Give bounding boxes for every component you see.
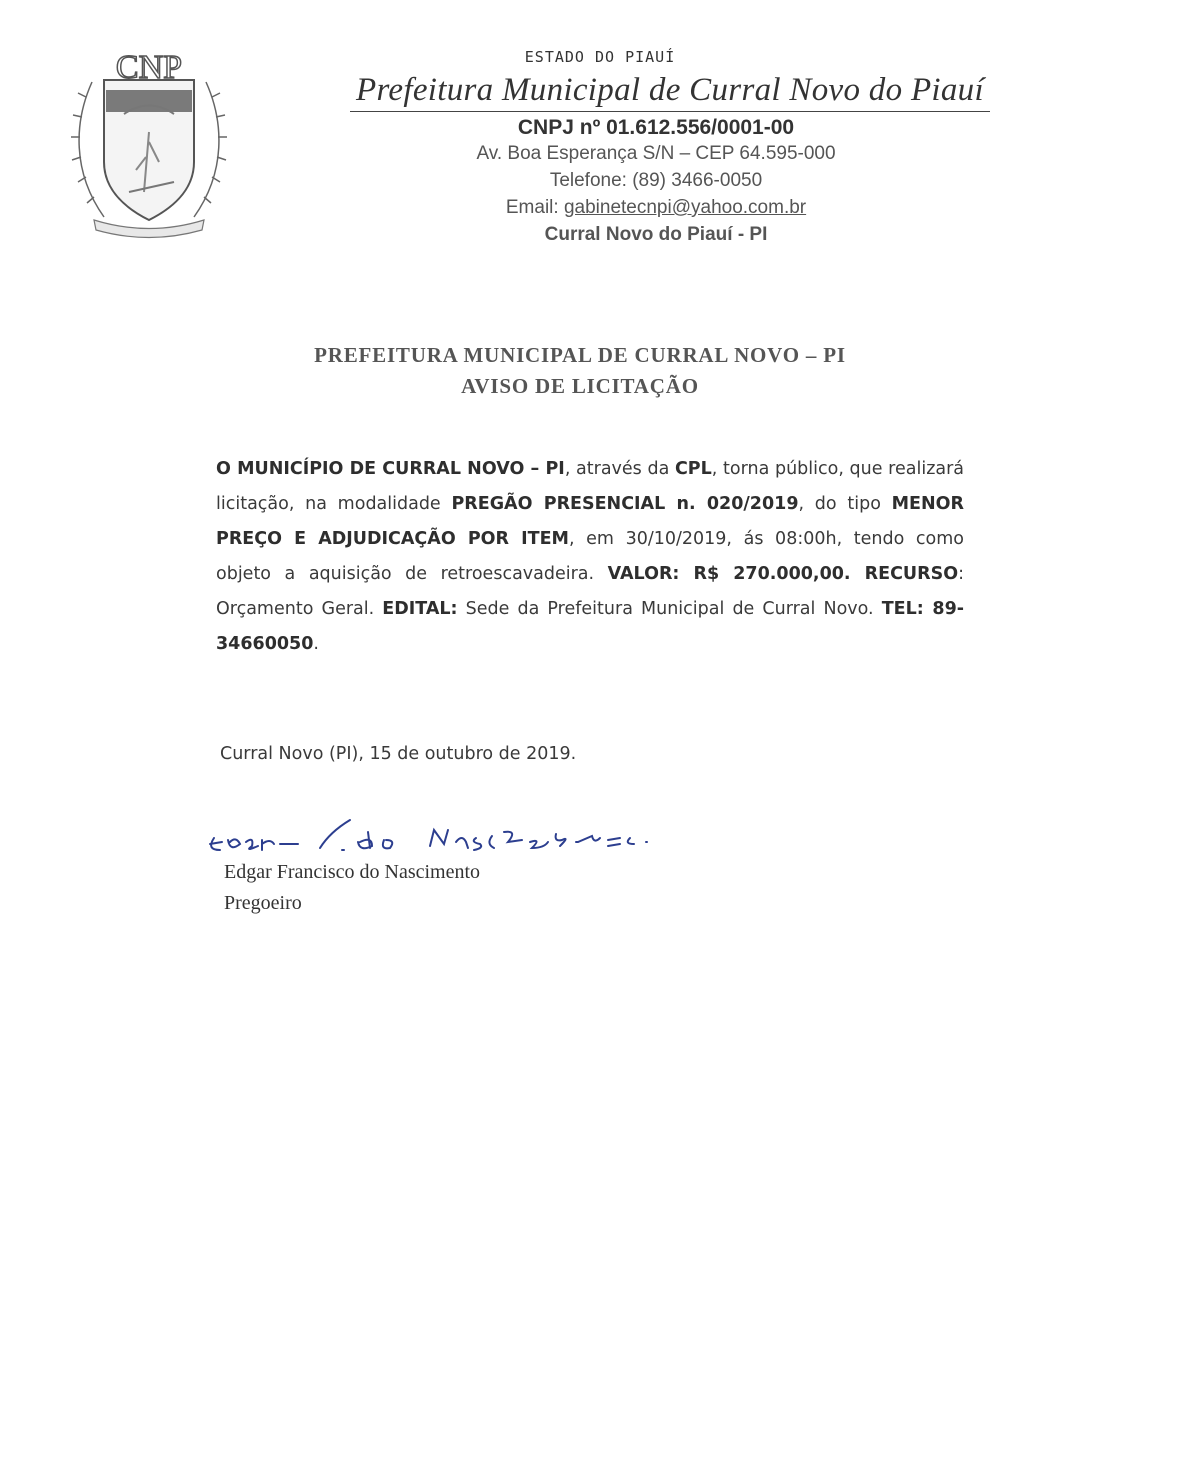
state-name: ESTADO DO PIAUÍ — [524, 48, 676, 66]
email-link[interactable]: gabinetecnpi@yahoo.com.br — [563, 197, 807, 218]
cnpj: CNPJ nº 01.612.556/0001-00 — [517, 116, 795, 139]
signer-block — [224, 857, 480, 919]
signer-name: Edgar Francisco do Nascimento — [224, 861, 481, 883]
logo-text: CNP — [115, 49, 183, 86]
email-line — [252, 194, 1060, 221]
body-cpl: CPL — [674, 459, 712, 479]
notice-body — [216, 452, 964, 662]
body-tipo: MENOR PREÇO E ADJUDICAÇÃO POR ITEM — [216, 494, 965, 549]
body-text: , torna público, que realizará licitação, na modalidade — [216, 459, 965, 514]
body-valor: VALOR: R$ 270.000,00. RECURSO — [607, 564, 959, 584]
notice-title — [200, 340, 960, 402]
body-text: : Orçamento Geral. — [216, 564, 964, 619]
body-text: , do tipo — [798, 494, 892, 514]
prefeitura-name: Prefeitura Municipal de Curral Novo do Piauí — [350, 72, 990, 112]
email-label: Email: — [505, 197, 564, 218]
title-line-1: PREFEITURA MUNICIPAL DE CURRAL NOVO – PI — [314, 343, 846, 367]
body-text: , através da — [564, 459, 675, 479]
phone: Telefone: (89) 3466-0050 — [549, 170, 763, 191]
title-line-2: AVISO DE LICITAÇÃO — [461, 374, 699, 398]
body-text: , em 30/10/2019, ás 08:00h, tendo como objeto a aquisição de retroescavadeira. — [216, 529, 964, 584]
body-edital: EDITAL: — [382, 599, 458, 619]
city: Curral Novo do Piauí - PI — [544, 224, 768, 245]
letterhead — [260, 48, 1060, 248]
address: Av. Boa Esperança S/N – CEP 64.595-000 — [476, 143, 836, 164]
coat-of-arms-icon — [64, 42, 234, 242]
coat-of-arms-logo — [64, 42, 234, 242]
body-municipio: O MUNICÍPIO DE CURRAL NOVO – PI — [216, 459, 565, 479]
body-text: . — [313, 634, 319, 654]
date-line: Curral Novo (PI), 15 de outubro de 2019. — [220, 744, 577, 764]
body-tel: TEL: 89-34660050 — [216, 599, 965, 654]
signer-role: Pregoeiro — [224, 892, 302, 914]
body-text: Sede da Prefeitura Municipal de Curral Novo. — [457, 599, 882, 619]
body-pregao: PREGÃO PRESENCIAL n. 020/2019 — [451, 494, 799, 514]
